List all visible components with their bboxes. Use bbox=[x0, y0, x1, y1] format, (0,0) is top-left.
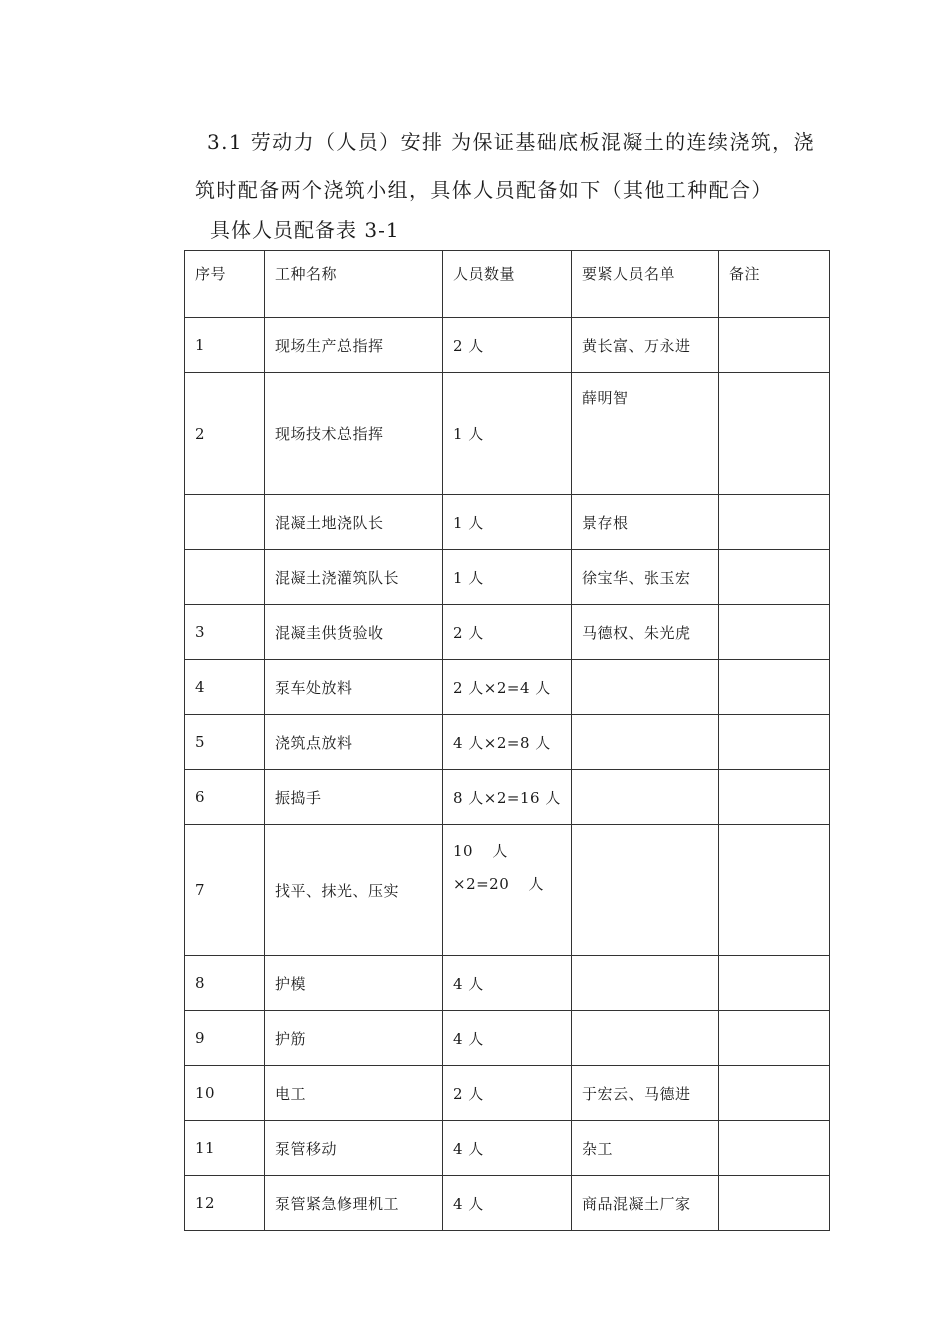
cell-note bbox=[719, 495, 830, 550]
cell-names: 杂工 bbox=[572, 1121, 719, 1176]
table-row bbox=[185, 318, 830, 373]
cell-job: 电工 bbox=[265, 1066, 443, 1121]
cell-no: 2 bbox=[185, 373, 265, 495]
cell-job: 护筋 bbox=[265, 1011, 443, 1066]
table-row bbox=[185, 956, 830, 1011]
cell-names: 商品混凝土厂家 bbox=[572, 1176, 719, 1231]
cell-note bbox=[719, 1121, 830, 1176]
cell-qty: 4 人×2=8 人 bbox=[443, 715, 572, 770]
cell-no: 8 bbox=[185, 956, 265, 1011]
cell-names bbox=[572, 956, 719, 1011]
cell-names bbox=[572, 660, 719, 715]
cell-names bbox=[572, 825, 719, 956]
table-row bbox=[185, 660, 830, 715]
cell-qty: 4 人 bbox=[443, 1176, 572, 1231]
cell-names: 马德权、朱光虎 bbox=[572, 605, 719, 660]
cell-no: 10 bbox=[185, 1066, 265, 1121]
cell-names: 黄长富、万永进 bbox=[572, 318, 719, 373]
header-names: 要紧人员名单 bbox=[572, 251, 719, 318]
cell-note bbox=[719, 1066, 830, 1121]
header-qty: 人员数量 bbox=[443, 251, 572, 318]
cell-names bbox=[572, 1011, 719, 1066]
cell-qty: 4 人 bbox=[443, 956, 572, 1011]
cell-job: 泵车处放料 bbox=[265, 660, 443, 715]
cell-note bbox=[719, 1176, 830, 1231]
cell-job: 混凝土地浇队长 bbox=[265, 495, 443, 550]
table-row bbox=[185, 770, 830, 825]
cell-names: 景存根 bbox=[572, 495, 719, 550]
cell-note bbox=[719, 660, 830, 715]
cell-qty: 2 人 bbox=[443, 318, 572, 373]
table-row bbox=[185, 605, 830, 660]
cell-job: 现场生产总指挥 bbox=[265, 318, 443, 373]
cell-no: 3 bbox=[185, 605, 265, 660]
cell-names: 徐宝华、张玉宏 bbox=[572, 550, 719, 605]
cell-note bbox=[719, 605, 830, 660]
cell-note bbox=[719, 318, 830, 373]
cell-no: 6 bbox=[185, 770, 265, 825]
cell-qty: 2 人 bbox=[443, 1066, 572, 1121]
cell-names bbox=[572, 715, 719, 770]
table-row bbox=[185, 825, 830, 956]
table-row bbox=[185, 1176, 830, 1231]
staffing-table bbox=[184, 250, 830, 1231]
cell-note bbox=[719, 715, 830, 770]
table-row bbox=[185, 715, 830, 770]
intro-line-2: 筑时配备两个浇筑小组，具体人员配备如下（其他工种配合） bbox=[195, 178, 773, 202]
cell-qty: 4 人 bbox=[443, 1121, 572, 1176]
cell-job: 振捣手 bbox=[265, 770, 443, 825]
table-row bbox=[185, 1121, 830, 1176]
cell-job: 泵管紧急修理机工 bbox=[265, 1176, 443, 1231]
cell-note bbox=[719, 770, 830, 825]
cell-no: 9 bbox=[185, 1011, 265, 1066]
table-row bbox=[185, 1066, 830, 1121]
cell-no: 1 bbox=[185, 318, 265, 373]
header-no: 序号 bbox=[185, 251, 265, 318]
cell-no: 11 bbox=[185, 1121, 265, 1176]
intro-line-1: 3.1 劳动力（人员）安排 为保证基础底板混凝土的连续浇筑，浇 bbox=[207, 130, 815, 154]
cell-names bbox=[572, 770, 719, 825]
header-job: 工种名称 bbox=[265, 251, 443, 318]
cell-no: 4 bbox=[185, 660, 265, 715]
cell-names: 于宏云、马德进 bbox=[572, 1066, 719, 1121]
table-caption: 具体人员配备表 3-1 bbox=[210, 218, 400, 242]
cell-note bbox=[719, 1011, 830, 1066]
cell-no: 5 bbox=[185, 715, 265, 770]
cell-note bbox=[719, 956, 830, 1011]
cell-qty: 1 人 bbox=[443, 495, 572, 550]
cell-job: 浇筑点放料 bbox=[265, 715, 443, 770]
cell-qty: 4 人 bbox=[443, 1011, 572, 1066]
cell-no bbox=[185, 495, 265, 550]
table-row bbox=[185, 373, 830, 495]
cell-qty: 2 人 bbox=[443, 605, 572, 660]
cell-note bbox=[719, 373, 830, 495]
cell-no: 7 bbox=[185, 825, 265, 956]
cell-qty: 10 人 ×2=20 人 bbox=[443, 825, 572, 956]
cell-qty: 1 人 bbox=[443, 550, 572, 605]
cell-qty: 1 人 bbox=[443, 373, 572, 495]
table-row bbox=[185, 495, 830, 550]
cell-job: 泵管移动 bbox=[265, 1121, 443, 1176]
cell-job: 找平、抹光、压实 bbox=[265, 825, 443, 956]
table-header-row bbox=[185, 251, 830, 318]
table-row bbox=[185, 550, 830, 605]
cell-job: 现场技术总指挥 bbox=[265, 373, 443, 495]
cell-note bbox=[719, 550, 830, 605]
cell-job: 混凝土浇灌筑队长 bbox=[265, 550, 443, 605]
cell-no bbox=[185, 550, 265, 605]
cell-no: 12 bbox=[185, 1176, 265, 1231]
header-note: 备注 bbox=[719, 251, 830, 318]
cell-qty: 8 人×2=16 人 bbox=[443, 770, 572, 825]
cell-note bbox=[719, 825, 830, 956]
table-row bbox=[185, 1011, 830, 1066]
cell-job: 护模 bbox=[265, 956, 443, 1011]
cell-names: 薛明智 bbox=[572, 373, 719, 495]
cell-qty: 2 人×2=4 人 bbox=[443, 660, 572, 715]
cell-job: 混凝圭供货验收 bbox=[265, 605, 443, 660]
